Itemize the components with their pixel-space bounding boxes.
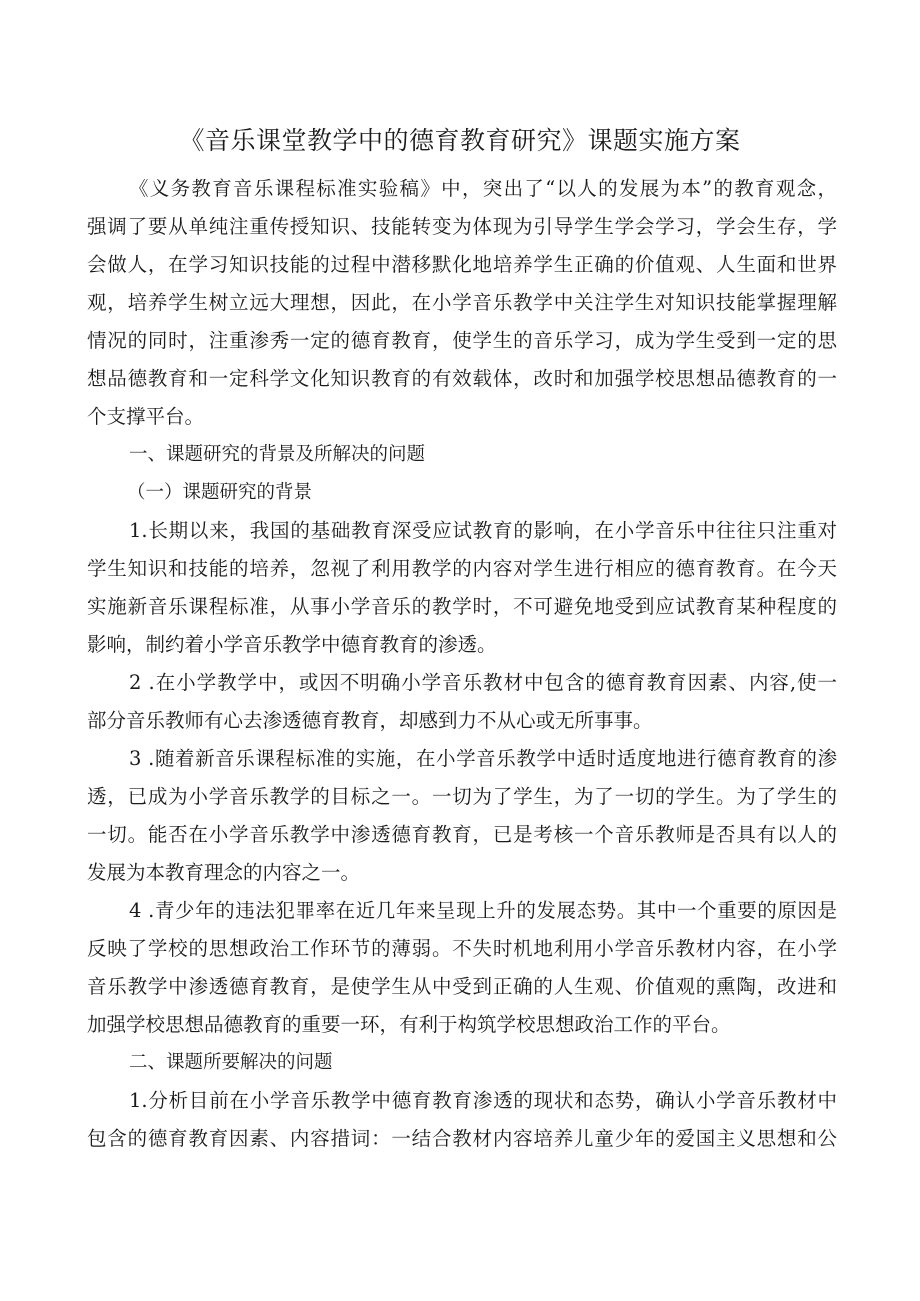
- text-line: 1.长期以来，我国的基础教育深受应试教育的影响，在小学音乐中往往只注重对: [129, 519, 837, 542]
- text-line: 情况的同时，注重渗秀一定的德育教育，使学生的音乐学习，成为学生受到一定的思: [87, 329, 837, 352]
- text-line: 发展为本教育理念的内容之一。: [87, 861, 361, 884]
- text-line: 反映了学校的思想政治工作环节的薄弱。不失时机地利用小学音乐教材内容，在小学: [87, 937, 837, 960]
- text-line: 强调了要从单纯注重传授知识、技能转变为体现为引导学生学会学习，学会生存，学: [87, 215, 837, 238]
- text-line: 会做人，在学习知识技能的过程中潜移默化地培养学生正确的价值观、人生面和世界: [87, 253, 837, 276]
- document-title: 《音乐课堂教学中的德育教育研究》课题实施方案: [179, 126, 741, 155]
- text-line: 影响，制约着小学音乐教学中德育教育的渗透。: [87, 633, 497, 656]
- text-line: 4 .青少年的违法犯罪率在近几年来呈现上升的发展态势。其中一个重要的原因是: [129, 899, 837, 922]
- text-line: 部分音乐教师有心去渗透德育教育，却感到力不从心或无所事事。: [87, 709, 653, 732]
- text-line: 学生知识和技能的培养，忽视了利用教学的内容对学生进行相应的德育教育。在今天: [87, 557, 837, 580]
- text-line: 想品德教育和一定科学文化知识教育的有效载体，改时和加强学校思想品德教育的一: [87, 367, 837, 390]
- text-line: 实施新音乐课程标准，从事小学音乐的教学时，不可避免地受到应试教育某种程度的: [87, 595, 837, 618]
- section-heading: 二、课题所要解决的问题: [129, 1052, 333, 1073]
- text-line: 加强学校思想品德教育的重要一环，有利于构筑学校思想政治工作的平台。: [87, 1013, 731, 1036]
- text-line: 包含的德育教育因素、内容措词：一结合教材内容培养儿童少年的爱国主义思想和公: [87, 1127, 837, 1150]
- text-line: 1.分析目前在小学音乐教学中德育教育渗透的现状和态势，确认小学音乐教材中: [129, 1089, 837, 1112]
- text-line: 观，培养学生树立远大理想，因此，在小学音乐教学中关注学生对知识技能掌握理解: [87, 291, 837, 314]
- section-heading: 一、课题研究的背景及所解决的问题: [129, 444, 426, 465]
- text-line: 音乐教学中渗透德育教育，是使学生从中受到正确的人生观、价值观的熏陶，改进和: [87, 975, 837, 998]
- subsection-heading: （一）课题研究的背景: [127, 482, 313, 503]
- text-line: 2 .在小学教学中，或因不明确小学音乐教材中包含的德育教育因素、内容,使一: [129, 671, 837, 694]
- text-line: 《义务教育音乐课程标准实验稿》中，突出了“以人的发展为本”的教育观念，: [129, 177, 837, 200]
- text-line: 透，已成为小学音乐教学的目标之一。一切为了学生，为了一切的学生。为了学生的: [87, 785, 837, 808]
- document-body: [87, 170, 837, 1158]
- text-line: 个支撑平台。: [87, 405, 205, 428]
- text-line: 3 .随着新音乐课程标准的实施，在小学音乐教学中适时适度地进行德育教育的渗: [129, 747, 837, 770]
- text-line: 一切。能否在小学音乐教学中渗透德育教育，已是考核一个音乐教师是否具有以人的: [87, 823, 837, 846]
